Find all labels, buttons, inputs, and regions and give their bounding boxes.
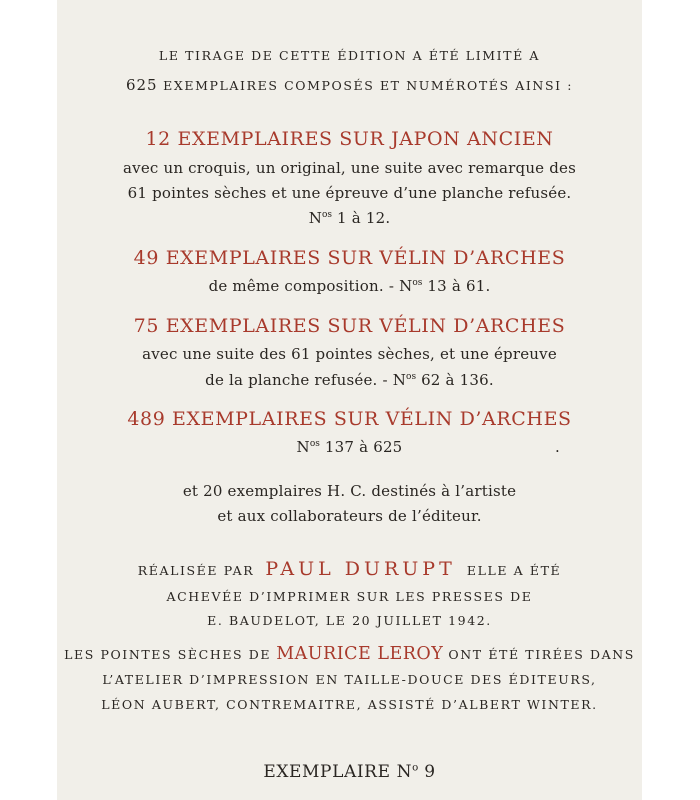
velin-3-numbers: $N^{os}$ 137 à 625 [296, 438, 403, 456]
header-line-2: 625 EXEMPLAIRES COMPOSÉS ET NUMÉROTÉS AINSI : [125, 76, 574, 94]
japon-title: 12 EXEMPLAIRES SUR JAPON ANCIEN [145, 128, 554, 150]
colophon-line-3: E. BAUDELOT, LE 20 JUILLET 1942. [207, 613, 492, 628]
velin-2-title: 75 EXEMPLAIRES SUR VÉLIN D’ARCHES [133, 315, 566, 337]
engraver-name: MAURICE LEROY [276, 644, 444, 664]
artist-name: PAUL DURUPT [265, 558, 456, 580]
colophon-line-5: L’ATELIER D’IMPRESSION EN TAILLE-DOUCE DES ÉDITEURS, [102, 672, 597, 687]
japon-numbers: $N^{os}$ 1 à 12. [308, 209, 391, 227]
hc-line-1: et 20 exemplaires H. C. destinés à l’artiste [182, 482, 517, 500]
colophon-line-4: LES POINTES SÈCHES DE MAURICE LEROY ONT ÉTÉ TIRÉES DANS [64, 644, 635, 664]
velin-2-desc-2: de la planche refusée. - $N^{os}$ 62 à 136. [205, 371, 494, 389]
colophon-line-6: LÉON AUBERT, CONTREMAITRE, ASSISTÉ D’ALBERT WINTER. [101, 697, 598, 712]
header-number: 625 [125, 76, 158, 94]
velin-3-title: 489 EXEMPLAIRES SUR VÉLIN D’ARCHES [127, 408, 572, 430]
hc-line-2: et aux collaborateurs de l’éditeur. [217, 507, 482, 525]
velin-3-dot: . [555, 438, 560, 456]
velin-1-desc: de même composition. - $N^{os}$ 13 à 61. [208, 277, 491, 295]
colophon-line-2: ACHEVÉE D’IMPRIMER SUR LES PRESSES DE [166, 589, 533, 604]
header-line-1: LE TIRAGE DE CETTE ÉDITION A ÉTÉ LIMITÉ A [158, 48, 541, 63]
colophon-page [57, 0, 642, 800]
velin-1-title: 49 EXEMPLAIRES SUR VÉLIN D’ARCHES [133, 247, 566, 269]
velin-2-desc-1: avec une suite des 61 pointes sèches, et une épreuve [142, 345, 557, 363]
colophon-line-1: RÉALISÉE PAR PAUL DURUPT ELLE A ÉTÉ [137, 558, 562, 580]
japon-desc-2: 61 pointes sèches et une épreuve d’une planche refusée. [127, 184, 572, 202]
exemplaire-number: EXEMPLAIRE $N^o$ 9 [263, 762, 436, 782]
japon-desc-1: avec un croquis, un original, une suite avec remarque des [123, 159, 576, 177]
